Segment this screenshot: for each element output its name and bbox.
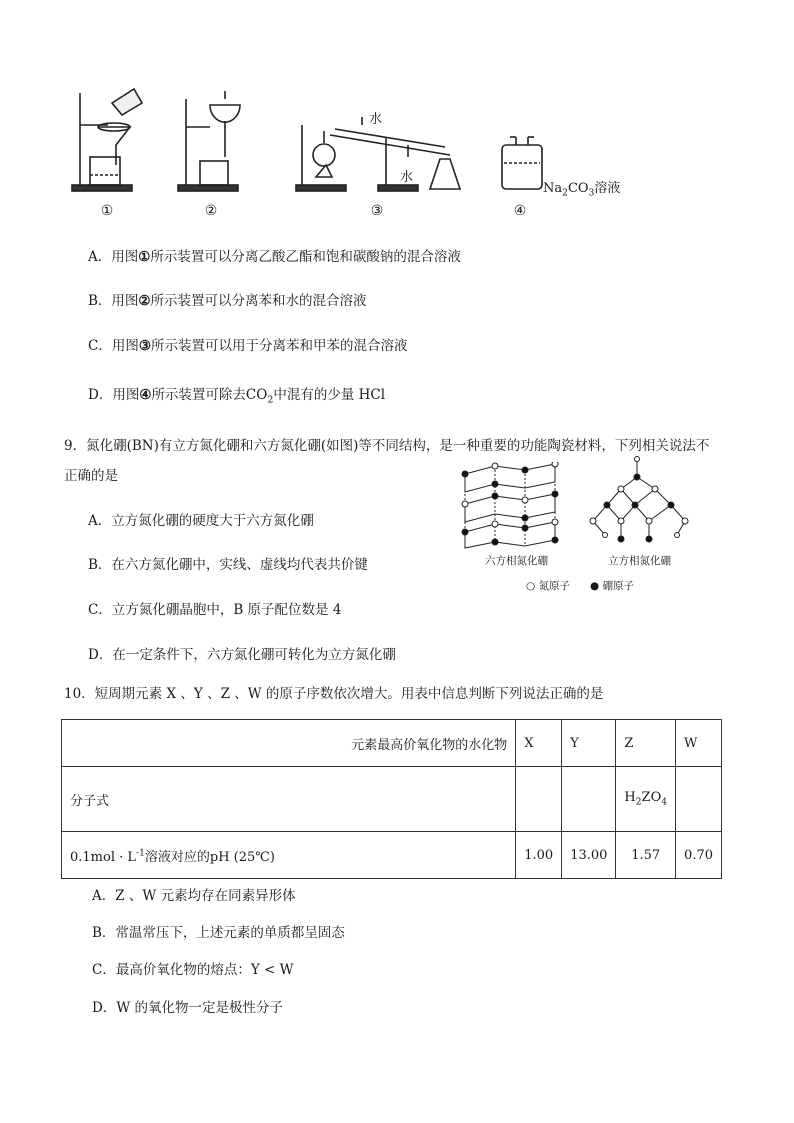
q10-option-c: C．最高价氧化物的熔点：Y < W bbox=[92, 962, 294, 978]
figure-label-2: ② bbox=[204, 203, 218, 219]
hexagonal-bn-structure bbox=[455, 462, 565, 550]
legend-boron: ● 硼原子 bbox=[590, 580, 634, 592]
table-header-cell: 元素最高价氧化物的水化物 bbox=[62, 720, 516, 767]
q10-option-d: D．W 的氧化物一定是极性分子 bbox=[92, 1000, 283, 1016]
q10-table bbox=[61, 719, 722, 879]
q8-option-a: A．用图①所示装置可以分离乙酸乙酯和饱和碳酸钠的混合溶液 bbox=[88, 249, 461, 265]
ph-x: 1.00 bbox=[516, 832, 562, 879]
figure-label-1: ① bbox=[100, 203, 114, 219]
q10-option-a: A．Z 、W 元素均存在同素异形体 bbox=[92, 888, 296, 904]
table-row bbox=[62, 767, 722, 832]
figure-label-3: ③ bbox=[370, 203, 384, 219]
q8-option-d: D．用图④所示装置可除去$CO_2$中混有的少量 HCl bbox=[88, 387, 386, 406]
col-z: Z bbox=[616, 720, 676, 767]
q9-stem-line1: 9．氮化硼(BN)有立方氮化硼和六方氮化硼(如图)等不同结构，是一种重要的功能陶瓷材料，下列相关说法不 bbox=[64, 438, 710, 454]
hex-bn-caption: 六方相氮化硼 bbox=[485, 555, 548, 567]
ph-y: 13.00 bbox=[562, 832, 616, 879]
q10-option-b: B．常温常压下，上述元素的单质都呈固态 bbox=[92, 925, 345, 941]
na2co3-solution-label: $Na_2CO_3$溶液 bbox=[543, 181, 621, 199]
col-y: Y bbox=[562, 720, 616, 767]
table-row bbox=[62, 832, 722, 879]
q9-option-b: B．在六方氮化硼中，实线、虚线均代表共价键 bbox=[88, 557, 368, 573]
water-inlet-top-label: 水 bbox=[369, 112, 383, 127]
col-x: X bbox=[516, 720, 562, 767]
q9-option-d: D．在一定条件下，六方氮化硼可转化为立方氮化硼 bbox=[88, 647, 396, 663]
cubic-bn-structure bbox=[585, 455, 695, 550]
legend-nitrogen: ○ 氮原子 bbox=[526, 580, 570, 592]
z-formula: $H_2ZO_4$ bbox=[616, 767, 676, 832]
figure-label-4: ④ bbox=[513, 203, 527, 219]
q10-stem: 10．短周期元素 X 、Y 、Z 、W 的原子序数依次增大。用表中信息判断下列说法正确的是 bbox=[64, 686, 604, 702]
q9-option-a: A．立方氮化硼的硬度大于六方氮化硼 bbox=[88, 513, 314, 529]
ph-w: 0.70 bbox=[676, 832, 722, 879]
q9-stem-line2: 正确的是 bbox=[64, 468, 118, 484]
ph-z: 1.57 bbox=[616, 832, 676, 879]
water-inlet-bottom-label: 水 bbox=[400, 170, 414, 185]
q8-option-c: C．用图③所示装置可以用于分离苯和甲苯的混合溶液 bbox=[88, 338, 408, 354]
row-label-formula: 分子式 bbox=[62, 767, 516, 832]
row-label-ph: $0.1mol \cdot L^{-1}$溶液对应的pH (25℃) bbox=[62, 832, 516, 879]
q8-option-b: B．用图②所示装置可以分离苯和水的混合溶液 bbox=[88, 293, 367, 309]
table-row bbox=[62, 720, 722, 767]
cubic-bn-caption: 立方相氮化硼 bbox=[608, 555, 671, 567]
col-w: W bbox=[676, 720, 722, 767]
q9-option-c: C．立方氮化硼晶胞中，B 原子配位数是 4 bbox=[88, 602, 342, 618]
